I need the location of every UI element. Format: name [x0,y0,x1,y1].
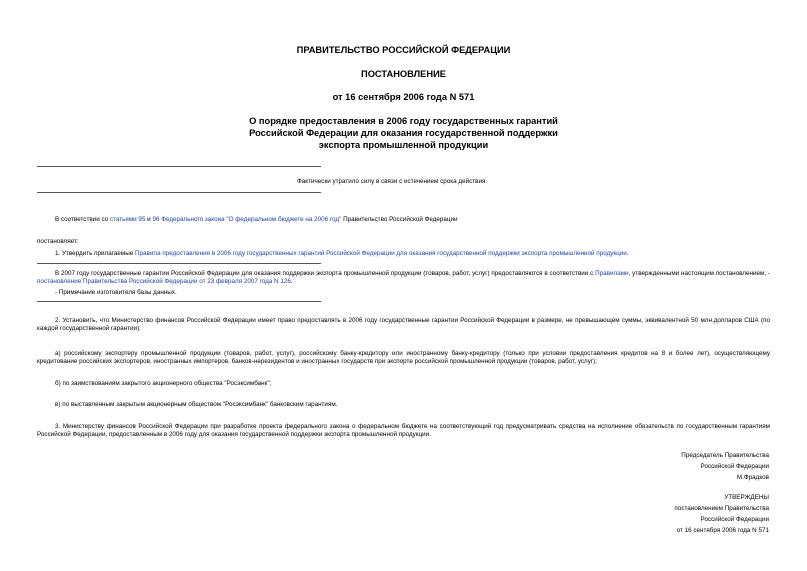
item-1-prefix: 1. Утвердить прилагаемые [55,250,135,257]
title-line-2: Российской Федерации для оказания государственной поддержки [249,128,558,138]
rules-2007-link[interactable]: Правилами [595,270,629,277]
title-line-1: О порядке предоставления в 2006 году государственных гарантий [249,116,558,126]
resolution-126-link[interactable]: постановление Правительства Российской Федерации от 23 февраля 2007 года N 126 [37,278,291,285]
item-1-suffix: . [626,250,629,257]
signature-title: Председатель Правительства [681,452,769,459]
signature-country: Российской Федерации [700,463,769,470]
approved-by: постановлением Правительства [674,505,769,512]
item-2b: б) по заимствованиям закрытого акционерного общества "Росэксимбанк"; [55,380,272,387]
government-heading: ПРАВИТЕЛЬСТВО РОССИЙСКОЙ ФЕДЕРАЦИИ [296,45,511,55]
divider [37,192,321,193]
federal-budget-law-link[interactable]: 96 Федерального закона "О федеральном бюджете на 2006 год" [152,216,342,223]
date-line: от 16 сентября 2006 года N 571 [332,92,475,102]
approved-heading: УТВЕРЖДЕНЫ [724,494,769,501]
signature-name: М.Фрадков [736,474,769,481]
item-2: 2. Установить, что Министерство финансов Российской Федерации имеет право предоставлять в 2006 году государственные гарантии Российской Федерации в размере, не превышающем суммы, эквивалентной 50 млн.долларов США (по каждой государственной гарантии): [37,317,770,332]
preamble-prefix: В соответствии со [55,216,110,223]
divider [37,301,321,302]
note-2007-text-3: . [290,278,293,285]
rules-link[interactable]: Правила предоставления в 2006 году государственных гарантий Российской Федерации для оказания государственной поддержки экспорта промышленной продукции [135,250,627,257]
preamble-and: и [145,216,153,223]
item-1 [55,250,629,258]
note-2007 [37,270,770,286]
preamble [55,216,458,224]
law-article-95-link[interactable]: статьями 95 [109,216,146,223]
note-2007-text-1: В 2007 году государственные гарантии Российской Федерации для оказания поддержки экспорта промышленной продукции (товаров, работ, услуг) предоставляются в соответствии с [55,270,596,277]
item-2c: в) по выставленным закрытым акционерным обществом "Росэксимбанк" банковским гарантиям. [55,401,338,408]
doc-type-heading: ПОСТАНОВЛЕНИЕ [361,69,446,79]
approved-country: Российской Федерации [700,516,769,523]
editor-note: - Примечание изготовителя базы данных. [55,289,177,296]
resolves-text: постановляет: [37,238,79,245]
title-line-3: экспорта промышленной продукции [318,140,489,150]
status-note: Фактически утратило силу в связи с истечением срока действия [297,178,486,185]
divider [37,263,321,264]
approved-date: от 16 сентября 2006 года N 571 [676,527,769,534]
preamble-suffix: Правительство Российской Федерации [341,216,458,223]
note-2007-text-2: , утвержденными настоящим постановлением, - [628,270,771,277]
item-2a: а) российскому экспортеру промышленной продукции (товаров, работ, услуг), российскому банку-кредитору или иностранному банку-кредитору (только при условии предоставления кредитов на 8 и более лет), осуществляющему кредитование российских экспортеров, иностранных импортеров, банков-нерезидентов и иностранных государств при экспорте российской промышленной продукции (товаров, работ, услуг); [37,350,770,365]
item-3: 3. Министерству финансов Российской Федерации при разработке проекта федерального закона о федеральном бюджете на соответствующий год предусматривать средства на исполнение обязательств по государственным гарантиям Российской Федерации, предоставленным в 2006 году для оказания государственной поддержки экспорта промышленной продукции. [37,423,770,438]
divider [37,166,321,167]
